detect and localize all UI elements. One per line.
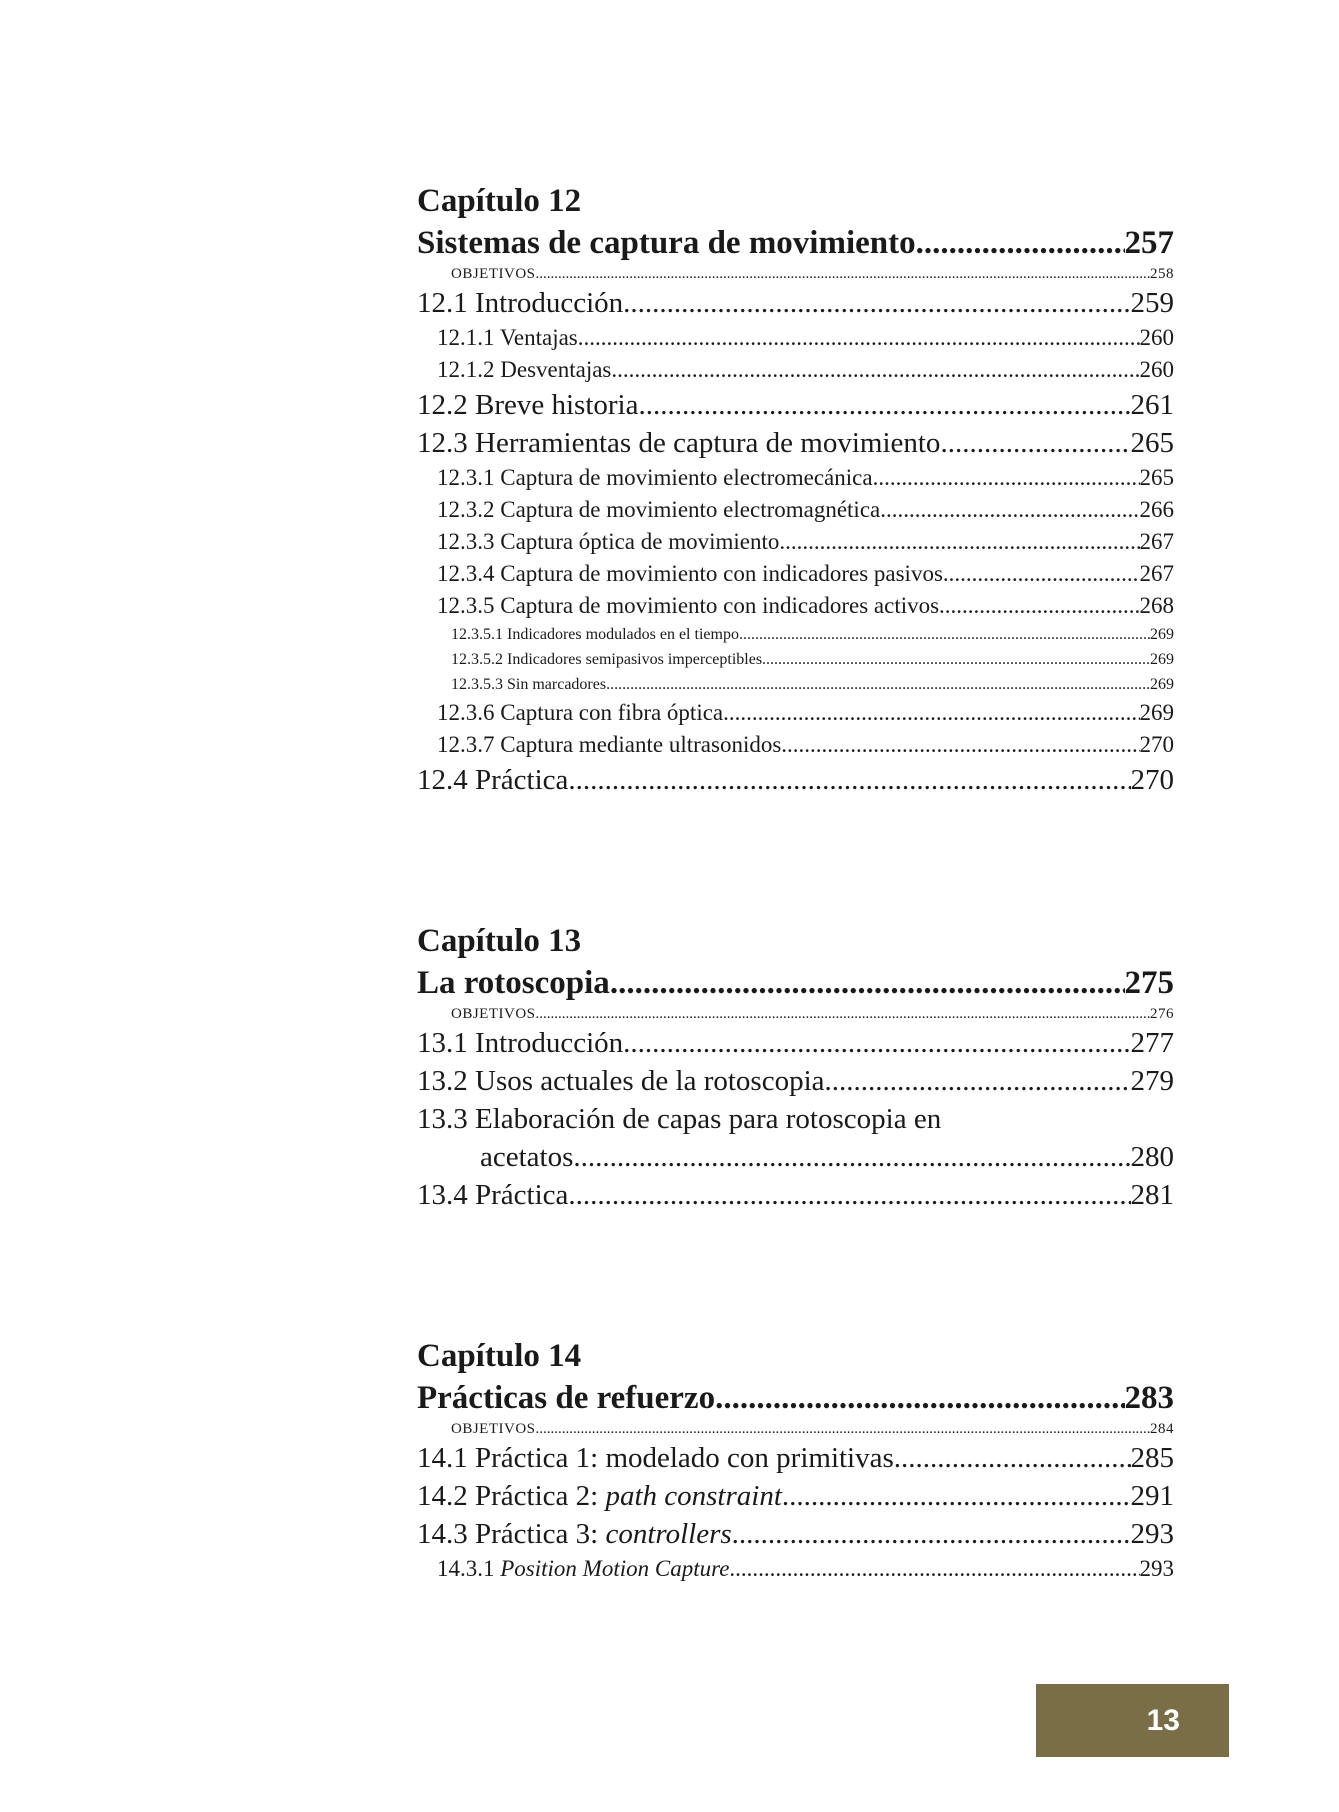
toc-entry[interactable]	[417, 729, 1174, 761]
page-ref: 277	[1130, 1027, 1174, 1059]
entry-text: 12.3.5 Captura de movimiento con indicadores activos	[437, 593, 940, 618]
page-number-badge	[1036, 1684, 1229, 1757]
page-ref: 293	[1139, 1556, 1174, 1581]
dot-leader	[715, 1377, 1124, 1419]
dot-leader	[606, 672, 1150, 697]
page-number: 13	[1146, 1703, 1180, 1737]
toc-entry[interactable]	[417, 672, 1174, 697]
toc-entry[interactable]	[417, 1176, 1174, 1214]
entry-text: 13.4 Práctica	[417, 1179, 569, 1211]
toc-entry[interactable]	[417, 622, 1174, 647]
entry-text: 12.4 Práctica	[417, 764, 569, 796]
page-ref: 293	[1130, 1518, 1174, 1550]
dot-leader	[779, 526, 1139, 558]
page-ref: 268	[1139, 593, 1174, 618]
page-ref: 276	[1150, 1006, 1174, 1022]
dot-leader	[729, 1553, 1139, 1585]
dot-leader	[825, 1062, 1131, 1100]
dot-leader	[536, 1419, 1150, 1439]
dot-leader	[916, 222, 1125, 264]
page-ref: 267	[1139, 529, 1174, 554]
dot-leader	[568, 761, 1130, 799]
entry-text	[417, 1515, 732, 1553]
entry-text: 12.3.3 Captura óptica de movimiento	[437, 529, 780, 554]
page-ref: 280	[1130, 1141, 1174, 1173]
page-ref: 260	[1139, 357, 1174, 382]
entry-text: 12.3.5.3 Sin marcadores	[451, 676, 607, 693]
entry-text: 12.2 Breve historia	[417, 389, 639, 421]
dot-leader	[732, 1515, 1131, 1553]
dot-leader	[578, 322, 1140, 354]
page-ref: 265	[1130, 427, 1174, 459]
toc-entry[interactable]	[417, 526, 1174, 558]
objetivos-label: OBJETIVOS	[451, 266, 536, 282]
page-ref: 270	[1139, 732, 1174, 757]
entry-text: 14.1 Práctica 1: modelado con primitivas	[417, 1442, 894, 1474]
toc-entry[interactable]	[417, 761, 1174, 799]
entry-prefix: 14.3.1	[437, 1556, 501, 1581]
page-ref: 258	[1150, 266, 1174, 282]
chapter-title-entry[interactable]	[417, 1377, 1174, 1419]
dot-leader	[894, 1439, 1131, 1477]
dot-leader	[723, 697, 1139, 729]
dot-leader	[762, 647, 1150, 672]
entry-text-cont: acetatos	[480, 1141, 574, 1173]
chapter-label: Capítulo 12	[417, 183, 582, 219]
dot-leader	[943, 558, 1140, 590]
entry-text: 13.1 Introducción	[417, 1027, 624, 1059]
page-ref: 269	[1150, 676, 1174, 693]
chapter-13-toc	[417, 920, 1174, 1214]
page-ref: 265	[1139, 465, 1174, 490]
entry-text: 12.3.6 Captura con fibra óptica	[437, 700, 724, 725]
entry-continuation	[417, 1138, 1174, 1176]
chapter-title: Sistemas de captura de movimiento	[417, 225, 916, 261]
objetivos-entry[interactable]	[417, 1004, 1174, 1024]
dot-leader	[939, 590, 1139, 622]
entry-italic: path constraint	[605, 1480, 782, 1512]
toc-entry[interactable]	[417, 1477, 1174, 1515]
entry-italic: Position Motion Capture	[500, 1556, 730, 1581]
page-ref: 261	[1130, 389, 1174, 421]
toc-entry[interactable]	[417, 494, 1174, 526]
toc-entry[interactable]	[417, 1553, 1174, 1585]
chapter-12-toc	[417, 180, 1174, 799]
toc-entry[interactable]	[417, 462, 1174, 494]
page-ref: 279	[1130, 1065, 1174, 1097]
dot-leader	[610, 962, 1125, 1004]
chapter-label: Capítulo 14	[417, 1338, 582, 1374]
dot-leader	[611, 354, 1139, 386]
page-ref: 269	[1139, 700, 1174, 725]
entry-text: 12.1 Introducción	[417, 287, 624, 319]
chapter-14-toc	[417, 1335, 1174, 1585]
entry-text: 13.3 Elaboración de capas para rotoscopia en	[417, 1103, 942, 1135]
dot-leader	[739, 622, 1150, 647]
page-ref: 270	[1130, 764, 1174, 796]
entry-text: 12.3.5.2 Indicadores semipasivos imperceptibles	[451, 651, 763, 668]
entry-text: 12.3 Herramientas de captura de movimiento	[417, 427, 941, 459]
page-ref: 291	[1130, 1480, 1174, 1512]
dot-leader	[573, 1138, 1130, 1176]
page-ref: 260	[1139, 325, 1174, 350]
dot-leader	[940, 424, 1130, 462]
toc-entry[interactable]	[417, 284, 1174, 322]
entry-prefix: 14.3 Práctica 3:	[417, 1518, 606, 1550]
dot-leader	[781, 729, 1139, 761]
chapter-label: Capítulo 13	[417, 923, 582, 959]
page-ref: 285	[1130, 1442, 1174, 1474]
page-ref: 281	[1130, 1179, 1174, 1211]
dot-leader	[880, 494, 1139, 526]
page-ref: 267	[1139, 561, 1174, 586]
dot-leader	[536, 1004, 1150, 1024]
page-ref: 266	[1139, 497, 1174, 522]
entry-italic: controllers	[605, 1518, 732, 1550]
chapter-title: Prácticas de refuerzo	[417, 1380, 716, 1416]
objetivos-label: OBJETIVOS	[451, 1006, 536, 1022]
toc-entry[interactable]	[417, 647, 1174, 672]
toc-entry[interactable]	[417, 590, 1174, 622]
toc-entry[interactable]	[417, 386, 1174, 424]
chapter-title-entry[interactable]	[417, 962, 1174, 1004]
dot-leader	[568, 1176, 1130, 1214]
toc-entry[interactable]	[417, 1024, 1174, 1062]
entry-text: 13.2 Usos actuales de la rotoscopia	[417, 1065, 825, 1097]
toc-entry[interactable]	[417, 558, 1174, 590]
page-ref: 269	[1150, 651, 1174, 668]
page-ref: 269	[1150, 626, 1174, 643]
page-ref: 284	[1150, 1421, 1174, 1437]
entry-text: 12.3.2 Captura de movimiento electromagnética	[437, 497, 881, 522]
page-ref: 283	[1124, 1380, 1174, 1416]
toc-entry[interactable]	[417, 354, 1174, 386]
toc-entry[interactable]	[417, 1062, 1174, 1100]
toc-entry[interactable]	[417, 697, 1174, 729]
entry-text: 12.3.7 Captura mediante ultrasonidos	[437, 732, 782, 757]
objetivos-entry[interactable]	[417, 1419, 1174, 1439]
objetivos-label: OBJETIVOS	[451, 1421, 536, 1437]
dot-leader	[638, 386, 1130, 424]
toc-entry-wrapped[interactable]	[417, 1100, 1174, 1176]
dot-leader	[536, 264, 1150, 284]
dot-leader	[623, 1024, 1130, 1062]
entry-prefix: 14.2 Práctica 2:	[417, 1480, 606, 1512]
toc-entry[interactable]	[417, 424, 1174, 462]
page-ref: 259	[1130, 287, 1174, 319]
entry-text	[417, 1477, 782, 1515]
chapter-title: La rotoscopia	[417, 965, 610, 1001]
entry-text	[437, 1553, 729, 1585]
page-ref: 275	[1124, 965, 1174, 1001]
entry-text: 12.1.2 Desventajas	[437, 357, 612, 382]
dot-leader	[623, 284, 1130, 322]
page-ref: 257	[1124, 225, 1174, 261]
toc-entry[interactable]	[417, 322, 1174, 354]
entry-text: 12.3.1 Captura de movimiento electromecánica	[437, 465, 873, 490]
entry-text: 12.3.5.1 Indicadores modulados en el tiempo	[451, 626, 739, 643]
dot-leader	[782, 1477, 1131, 1515]
dot-leader	[873, 462, 1140, 494]
entry-text: 12.3.4 Captura de movimiento con indicadores pasivos	[437, 561, 943, 586]
entry-text: 12.1.1 Ventajas	[437, 325, 578, 350]
toc-entry[interactable]	[417, 1515, 1174, 1553]
toc-entry[interactable]	[417, 1439, 1174, 1477]
chapter-title-entry[interactable]	[417, 222, 1174, 264]
objetivos-entry[interactable]	[417, 264, 1174, 284]
